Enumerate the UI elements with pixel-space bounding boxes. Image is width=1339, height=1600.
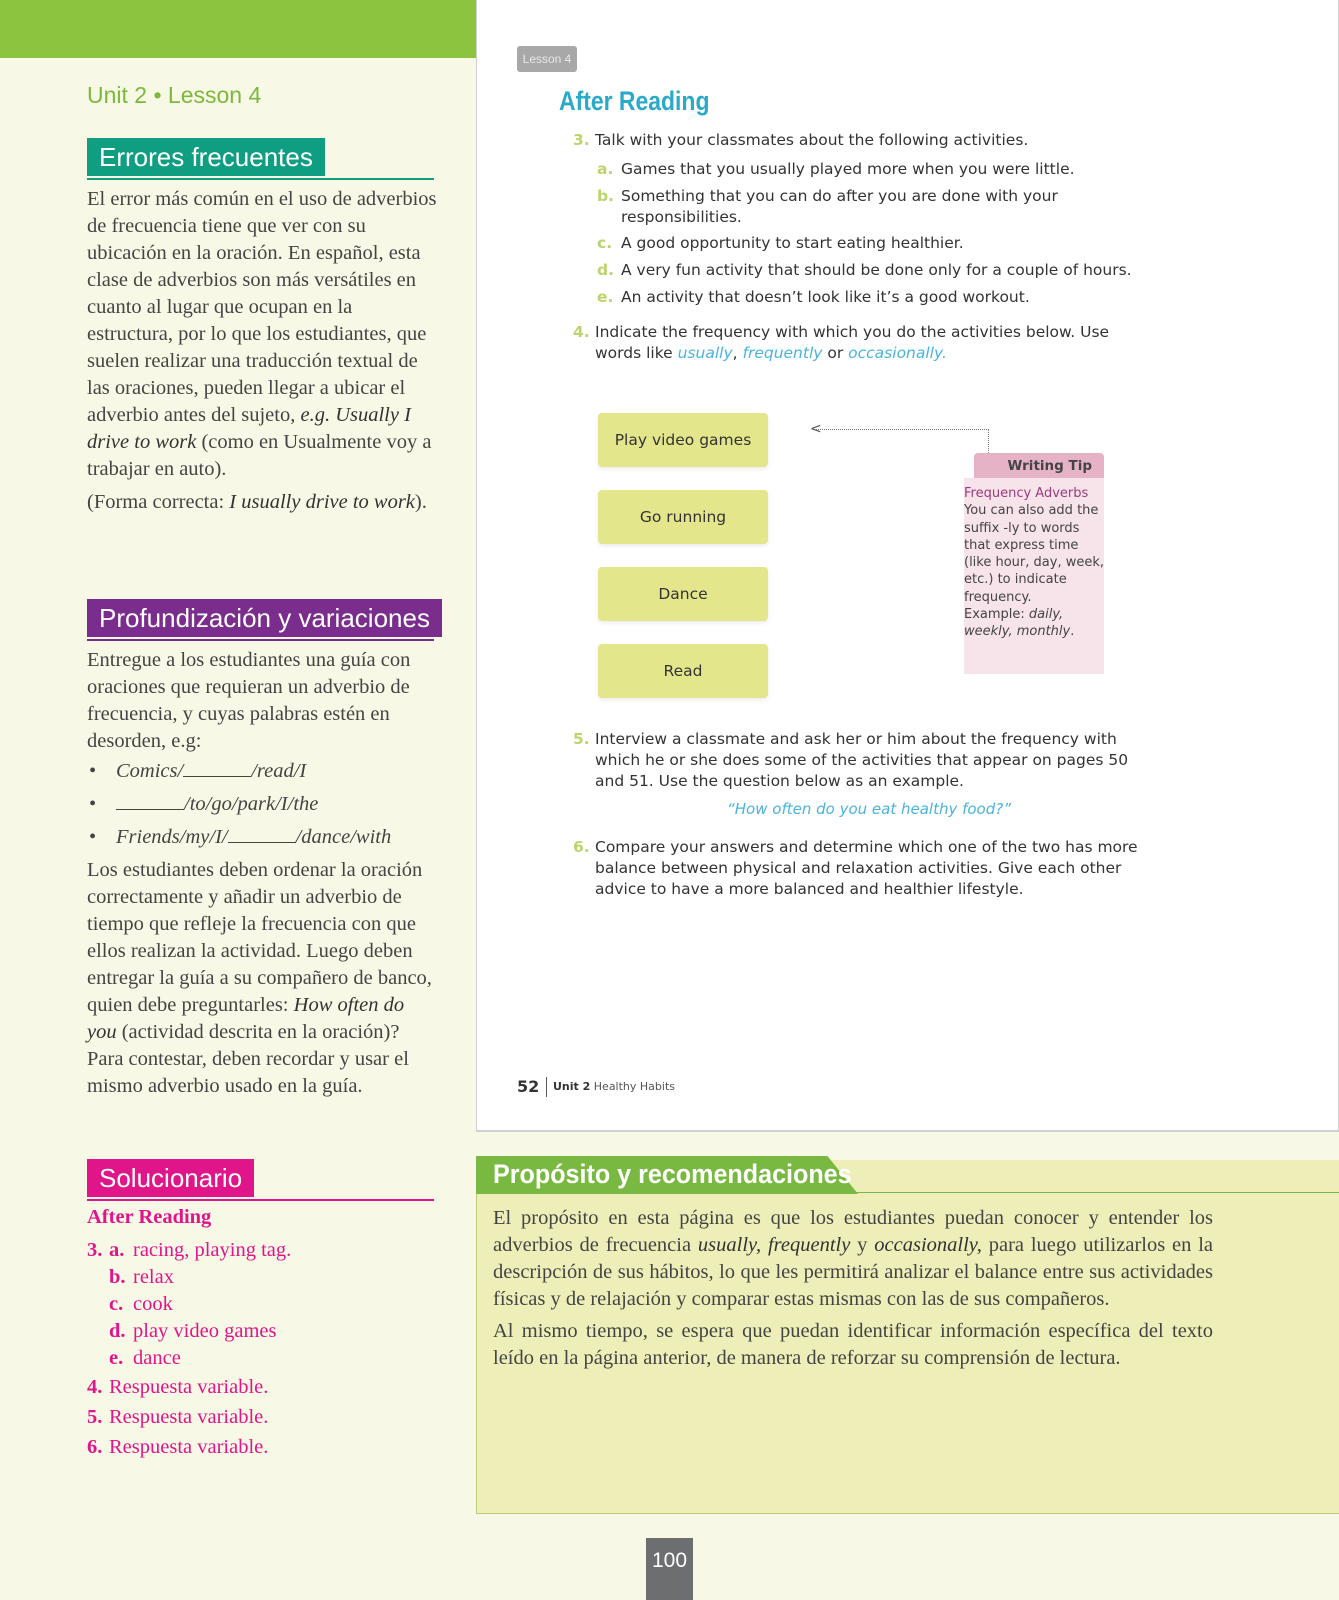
- lesson-tab: Lesson 4: [517, 46, 577, 72]
- activity-card: Dance: [598, 567, 768, 621]
- solucionario-title: Solucionario: [87, 1159, 254, 1197]
- solucionario-answers: [87, 1206, 291, 1462]
- writing-tip-box: [964, 478, 1104, 674]
- blank-line: [116, 794, 184, 810]
- profundizacion-rule: [87, 639, 434, 641]
- student-footer-title: Unit 2 Healthy Habits: [553, 1080, 676, 1093]
- student-page: Lesson 4 After Reading 3. Talk with your classmates about the following activities. a. Games that you usually played more when you were little. b. Something that you can do after you are done with your responsibilities. c. A good opportunity to start eating healthier. d. A very fun activity that should be done only for a couple of hours. e. An activity that doesn’t look like it’s a good workout. 4. Indicate the frequency with which you do the activities below. Use words like usually, frequently or occasionally. Play video games Go running Dance Read < Writing Tip Frequency Adverbs You can also add the suffix -ly to words that express time (like hour, day, week, etc.) to indicate frequency. Example: daily, weekly, monthly. 5. Interview a classmate and ask her or him about the frequency with which he or she does some of the activities that appear on pages 50 and 51. Use the question below as an example. “How often do you eat healthy food?” 6. Compare your answers and determine which one of the two has more balance between physical and relaxation activities. Give each other advice to have a more balanced and healthier lifestyle. 52 Unit 2 Healthy Habits: [476, 0, 1339, 1132]
- proposito-paragraph: El propósito en esta página es que los estudiantes puedan conocer y entender los adverbios de frecuencia usually, frequently y occasionally, para luego utilizarlos en la descripción de sus hábitos, lo que les permitirá analizar el balance entre sus actividades físicas y de relajación y comparar estas mismas con las de sus compañeros.: [493, 1207, 1214, 1310]
- blank-line: [228, 827, 296, 843]
- activity-card: Go running: [598, 490, 768, 544]
- proposito-body: [493, 1205, 1213, 1377]
- tip-example: Example: daily, weekly, monthly.: [964, 607, 1075, 640]
- answer-3a: 3. a. racing, playing tag.: [87, 1239, 292, 1261]
- tip-body: You can also add the suffix -ly to words that express time (like hour, day, week, etc.) to indicate frequency.: [964, 503, 1104, 605]
- arrow-left-icon: <: [810, 421, 822, 437]
- page-number: 100: [646, 1538, 693, 1600]
- answer-6: 6. Respuesta variable.: [87, 1436, 269, 1458]
- student-page-number: 52: [517, 1077, 540, 1096]
- tip-heading: Frequency Adverbs: [964, 486, 1089, 501]
- activity-card: Play video games: [598, 413, 768, 467]
- answer-3b: b. relax: [109, 1266, 174, 1288]
- list-item: • Comics/ /read/I: [87, 758, 437, 785]
- footer-separator: [546, 1077, 547, 1097]
- answer-3d: d. play video games: [109, 1320, 277, 1342]
- answers-heading: After Reading: [87, 1206, 212, 1228]
- after-reading-title: After Reading: [559, 86, 710, 116]
- answer-5: 5. Respuesta variable.: [87, 1406, 269, 1428]
- errores-correct-form: (Forma correcta: I usually drive to work).: [87, 491, 427, 513]
- example-question: “How often do you eat healthy food?”: [727, 800, 1011, 818]
- profundizacion-title: Profundización y variaciones: [87, 599, 442, 637]
- errores-header: [87, 138, 434, 180]
- profundizacion-paragraph: Los estudiantes deben ordenar la oración correctamente y añadir un adverbio de tiempo que refleje la frecuencia con que ellos realizan la actividad. Luego deben entregar la guía a su compañero de banco, quien debe preguntarles: How often do you (actividad descrita en la oración)? Para contestar, deben recordar y usar el mismo adverbio usado en la guía.: [87, 859, 432, 1097]
- solucionario-rule: [87, 1199, 434, 1201]
- answer-3c: c. cook: [109, 1293, 173, 1315]
- top-green-bar: [0, 0, 476, 58]
- errores-title: Errores frecuentes: [87, 138, 325, 176]
- errores-paragraph: El error más común en el uso de adverbios de frecuencia tiene que ver con su ubicación en la oración. En español, esta clase de adverbios son más versátiles en cuanto al lugar que ocupan en la estructura, por lo que los estudiantes, que suelen realizar una traducción textual de las oraciones, pueden llegar a ubicar el adverbio antes del sujeto, e.g. Usually I drive to work (como en Usualmente voy a trabajar en auto).: [87, 188, 437, 480]
- answer-3e: e. dance: [109, 1347, 181, 1369]
- activity-card: Read: [598, 644, 768, 698]
- solucionario-header: [87, 1159, 434, 1201]
- writing-tip-tab: Writing Tip: [974, 453, 1104, 478]
- list-item: • Friends/my/I/ /dance/with: [87, 824, 437, 851]
- profundizacion-header: [87, 599, 434, 641]
- answer-4: 4. Respuesta variable.: [87, 1376, 269, 1398]
- proposito-title: Propósito y recomendaciones: [493, 1159, 852, 1189]
- profundizacion-intro: Entregue a los estudiantes una guía con oraciones que requieran un adverbio de frecuencia, y cuyas palabras estén en desorden, e.g:: [87, 649, 411, 752]
- proposito-rule: [476, 1192, 1339, 1193]
- errores-rule: [87, 178, 434, 180]
- dotted-connector: [813, 429, 989, 430]
- errores-body: [87, 186, 437, 522]
- blank-line: [183, 761, 251, 777]
- question-3: 3. Talk with your classmates about the following activities.: [573, 131, 1029, 149]
- unit-lesson-heading: Unit 2 • Lesson 4: [87, 82, 262, 108]
- proposito-paragraph: Al mismo tiempo, se espera que puedan identificar información específica del texto leído en la página anterior, de manera de reforzar su comprensión de lectura.: [493, 1320, 1213, 1369]
- scrambled-sentences-list: [87, 758, 437, 851]
- profundizacion-body: [87, 647, 437, 1106]
- list-item: • /to/go/park/I/the: [87, 791, 437, 818]
